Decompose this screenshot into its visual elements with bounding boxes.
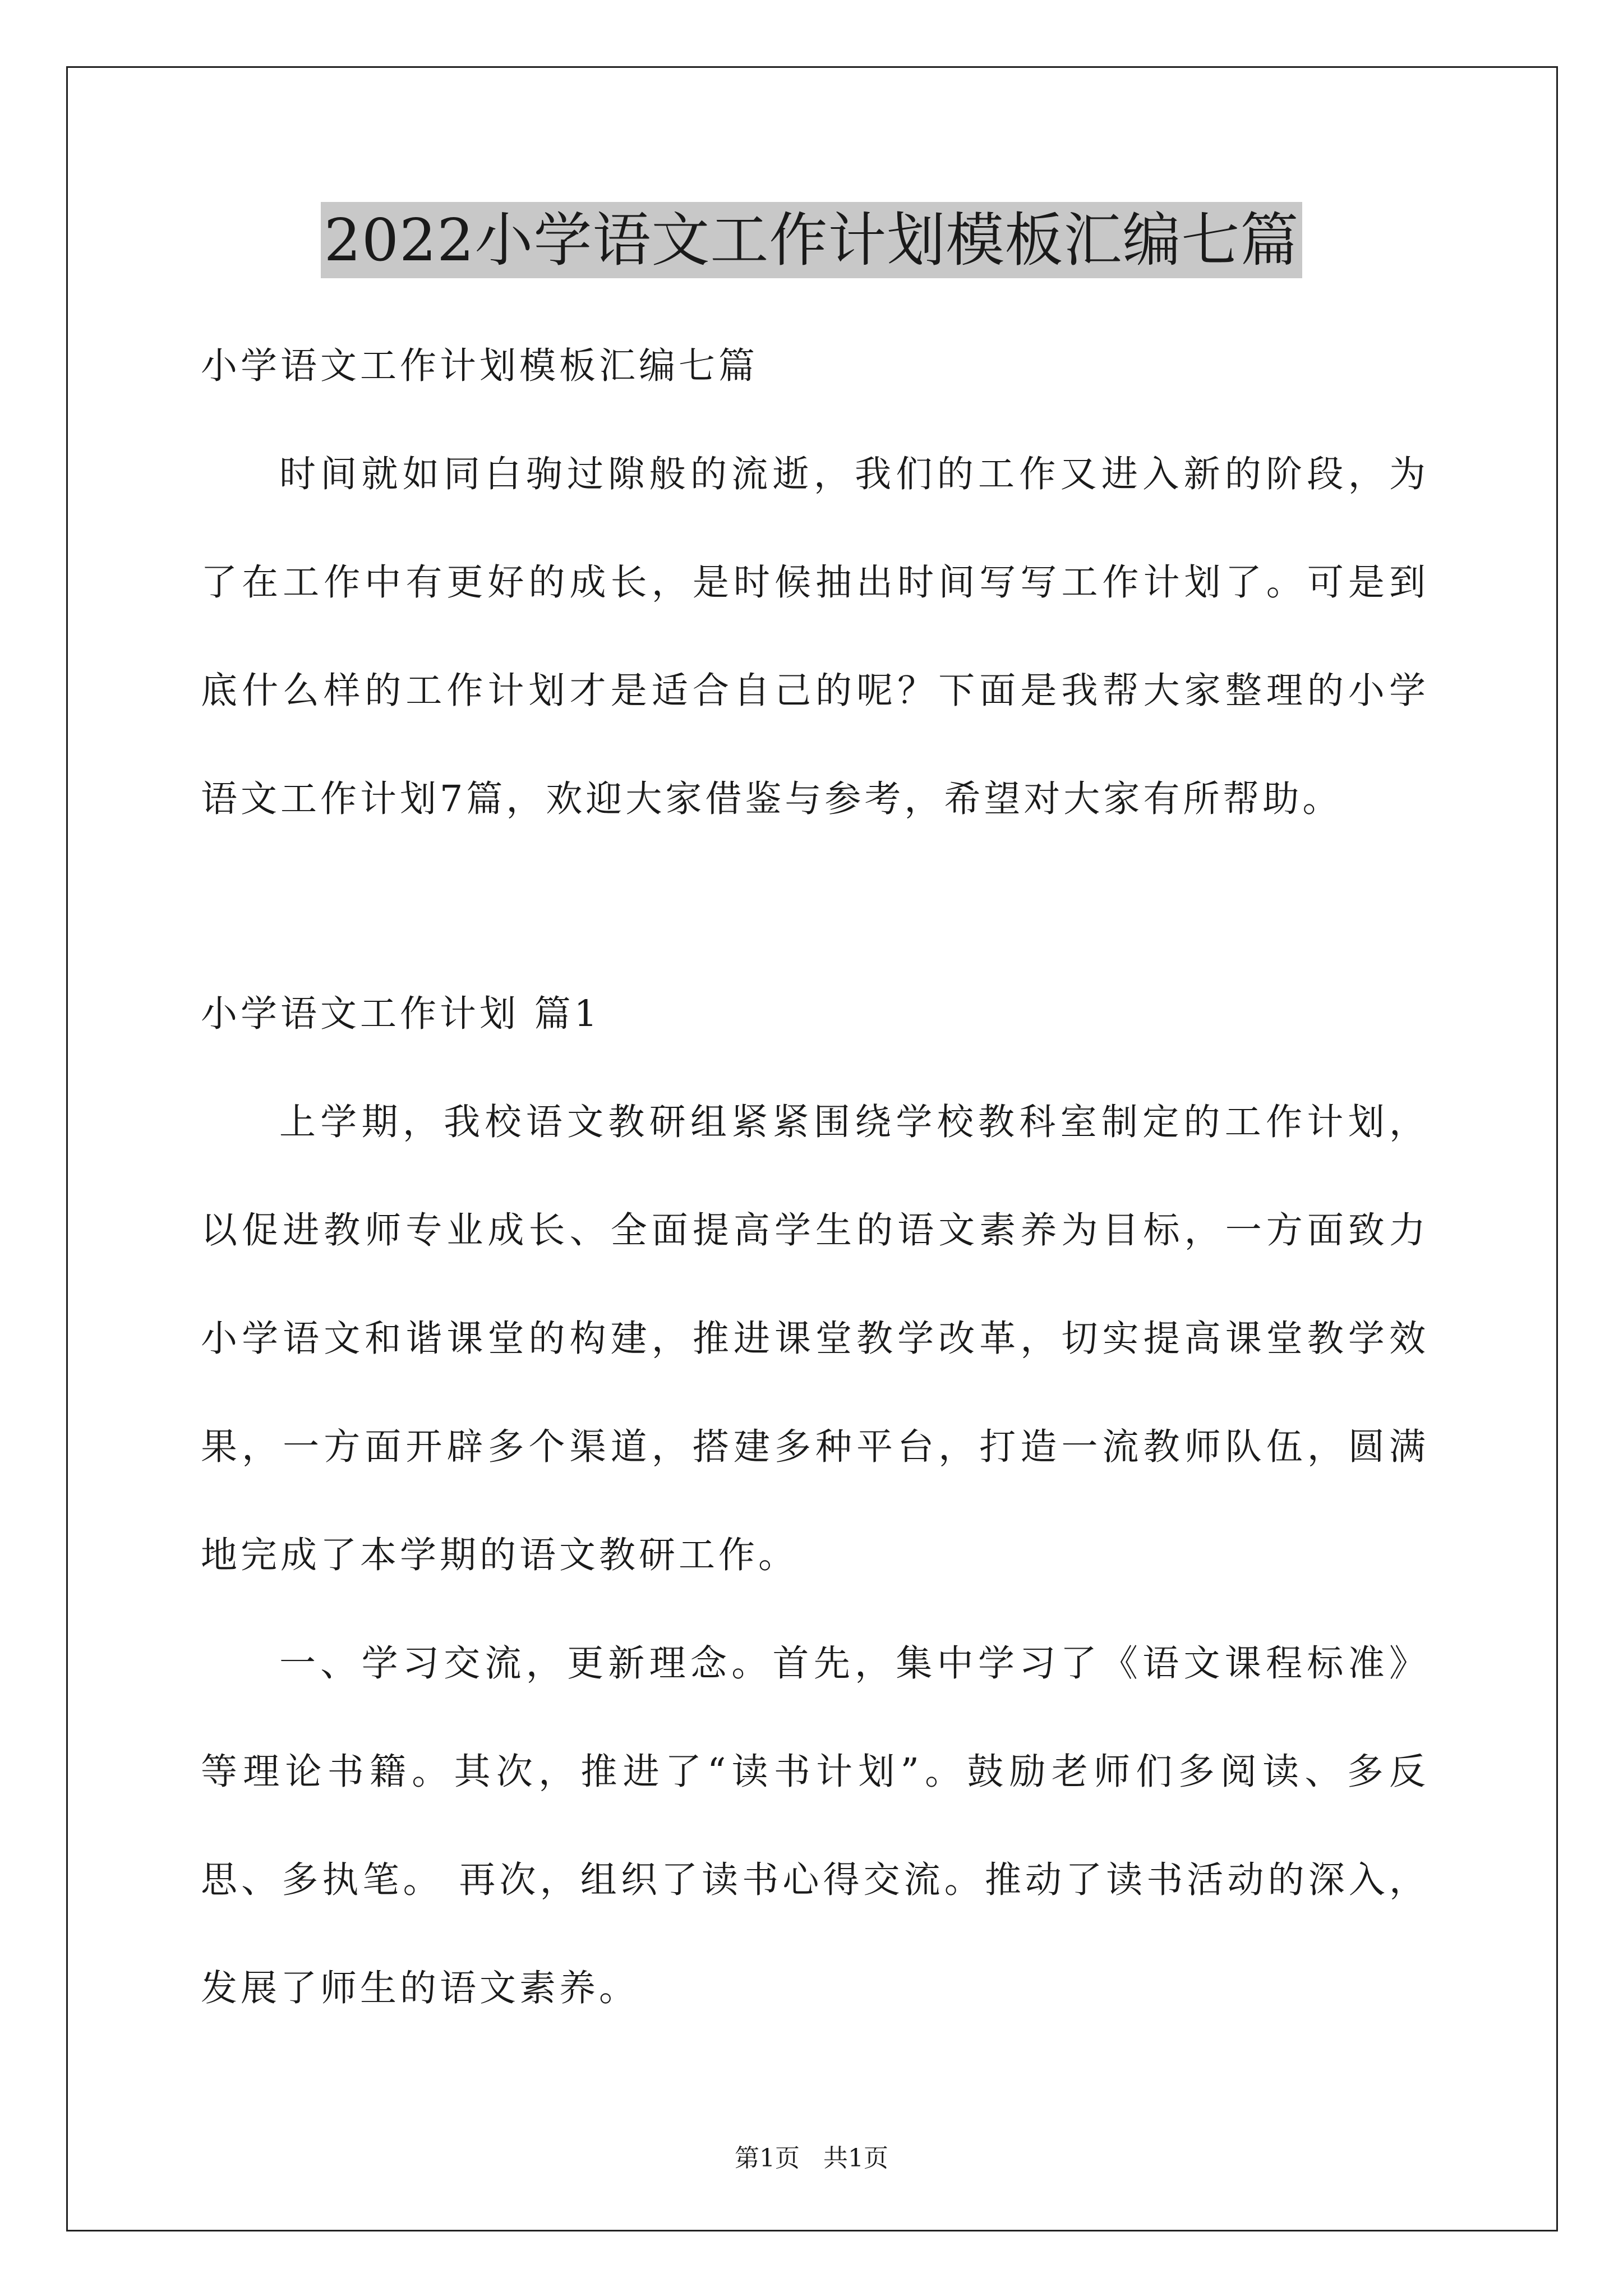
section-heading: 小学语文工作计划 篇1 <box>201 993 601 1035</box>
paragraph-gap <box>201 853 1429 960</box>
body-paragraph: 上学期，我校语文教研组紧紧围绕学校教科室制定的工作计划，以促进教师专业成长、全面提高学生的语文素养为目标，一方面致力小学语文和谐课堂的构建，推进课堂教学改革，切实提高课堂教学效果，一方面开辟多个渠道，搭建多种平台，打造一流教师队伍，圆满地完成了本学期的语文教研工作。 <box>201 1101 1429 1576</box>
page-footer: 第1页 共1页 <box>735 2144 888 2173</box>
document-subtitle: 小学语文工作计划模板汇编七篇 <box>201 345 759 387</box>
intro-paragraph: 时间就如同白驹过隙般的流逝，我们的工作又进入新的阶段，为了在工作中有更好的成长，是时候抽出时间写写工作计划了。可是到底什么样的工作计划才是适合自己的呢？下面是我帮大家整理的小学语文工作计划7篇，欢迎大家借鉴与参考，希望对大家有所帮助。 <box>201 453 1429 820</box>
document-title: 2022小学语文工作计划模板汇编七篇 <box>321 202 1303 278</box>
body-paragraph: 一、学习交流，更新理念。首先，集中学习了《语文课程标准》等理论书籍。其次，推进了“读书计划”。鼓励老师们多阅读、多反思、多执笔。 再次，组织了读书心得交流。推动了读书活动的深入，发展了师生的语文素养。 <box>201 1642 1429 2009</box>
document-body <box>201 312 1429 2042</box>
title-container <box>0 202 1623 278</box>
